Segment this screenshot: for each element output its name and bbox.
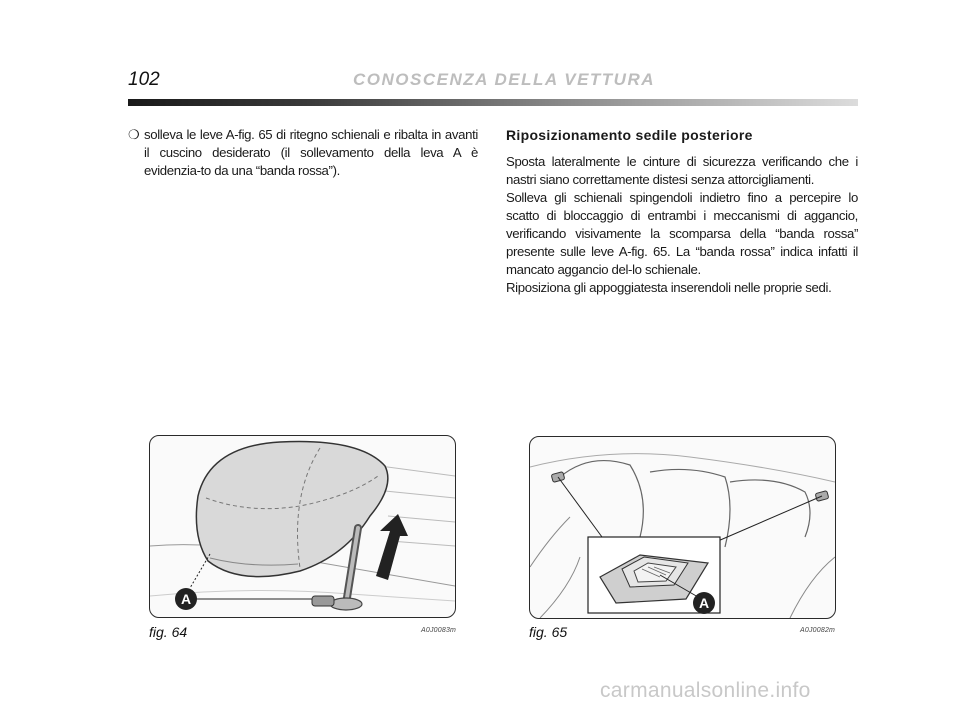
bullet-text: solleva le leve A-fig. 65 di ritegno schienali e ribalta in avanti il cuscino desiderato (il sollevamento della leva A è evidenzia-to da una “banda rossa”).: [144, 127, 478, 178]
bullet-item: [128, 126, 478, 180]
right-column: [506, 126, 858, 297]
figure-65-code: A0J0082m: [800, 627, 836, 634]
figure-64-label: A: [180, 591, 192, 607]
bullet-circle-icon: ❍: [128, 127, 140, 142]
body-paragraph-3: Riposiziona gli appoggiatesta inserendoli nelle proprie sedi.: [506, 280, 832, 295]
section-body: [506, 153, 858, 297]
body-paragraph-2: Solleva gli schienali spingendoli indietro fino a percepire lo scatto di bloccaggio di entrambi i meccanismi di aggancio, verificando visivamente la scomparsa della “banda rossa” presente sulle leve A-fig. 65. La “banda rossa” indica infatti il mancato aggancio del-lo schienale.: [506, 190, 858, 277]
watermark: carmanualsonline.info: [600, 679, 811, 702]
header-rule: [128, 99, 858, 106]
figure-64-code: A0J0083m: [421, 627, 457, 634]
page-number: 102: [128, 69, 160, 90]
left-column: [128, 126, 478, 180]
figure-64-caption: fig. 64: [149, 624, 188, 640]
headrest-illustration: [150, 436, 455, 617]
body-paragraph-1: Sposta lateralmente le cinture di sicurezza verificando che i nastri siano correttamente distesi senza attorcigliamenti.: [506, 154, 858, 187]
running-title: CONOSCENZA DELLA VETTURA: [353, 70, 656, 89]
figure-65-caption: fig. 65: [529, 624, 568, 640]
section-heading: Riposizionamento sedile posteriore: [506, 127, 753, 143]
figure-65-label: A: [698, 595, 710, 611]
rear-seat-illustration: [530, 437, 835, 618]
figure-64: [149, 435, 456, 618]
figure-65: [529, 436, 836, 619]
